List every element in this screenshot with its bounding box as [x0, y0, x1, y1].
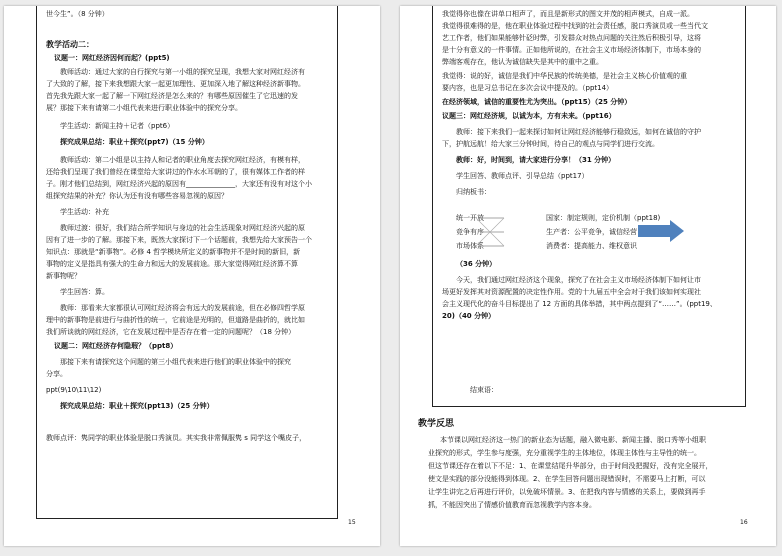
text-line: 那接下来有请探究这个问题的第三小组代表来进行他们的职业体验中的探究	[60, 358, 291, 366]
reflection-title: 教学反思	[418, 419, 455, 429]
text-line: 议题三：网红经济规，以诚为本，方有未来。（ppt16）	[442, 112, 616, 120]
text-line: 事物的定义是指具有强大的生命力和远大的发展前途。那大家觉得网红经济算不算	[46, 260, 298, 268]
document-page-right	[400, 6, 776, 546]
page-number: 16	[740, 519, 748, 526]
text-line: 生产者：公平竞争，诚信经营	[546, 228, 637, 236]
text-line: 还给我们呈现了我们曾经在课堂给大家讲过的作水水耳朝的了，很有媒体工作者的样	[46, 168, 305, 176]
text-line: 学生回答：算。	[60, 288, 109, 296]
text-line: 在经济领域，诚信的重要性尤为突出。（ppt15）（25 分钟）	[442, 98, 632, 106]
page-number: 15	[348, 519, 356, 526]
text-line: 学生活动：新闻主持＋记者（ppt6）	[60, 122, 175, 130]
text-line: 教师：好，时间到，请大家进行分享！（31 分钟）	[456, 156, 616, 164]
text-line: 教师活动：第二小组是以主持人和记者的职业角度去探究网红经济，有模有样，	[60, 156, 305, 164]
text-line: 因有了进一步的了解。那接下来，既然大家探讨下一个话题前，我想先给大家预告一个	[46, 236, 312, 244]
text-line: 教师：那看来大家都很认可网红经济将会有远大的发展前途，但在必修四哲学原	[60, 304, 305, 312]
text-line: 我觉得很难得的是，他在职业体验过程中找到的社会责任感，脱口秀演员或一些当代文	[442, 22, 708, 30]
text-line: 场更好发挥其对资源配置的决定性作用。党的十九届五中全会对于我们该如何实现社	[442, 288, 701, 296]
text-line: 弊端客观存在，他认为诚信缺失是其中的重中之重。	[442, 58, 603, 66]
arrow-right-icon	[638, 220, 684, 242]
text-line: 归纳板书：	[456, 188, 491, 196]
text-line: 是十分有意义的一件事情。正如他所说的，在社会主义市场经济体制下，市场本身的	[442, 46, 701, 54]
text-line: 学生活动：补充	[60, 208, 109, 216]
text-line: 结束语：	[470, 386, 498, 394]
text-line: ppt(9\10\11\12)	[46, 386, 102, 394]
text-line: 探究成果总结：职业＋探究(ppt7)（15 分钟）	[60, 138, 209, 146]
text-line: 要内容，也是习总书记在多次会议中提及的。（ppt14）	[442, 84, 614, 92]
text-line: 探究成果总结：职业＋探究(ppt13)（25 分钟）	[60, 402, 214, 410]
text-line: 教师活动：通过大家的自行探究与第一小组的探究呈现，我想大家对网红经济有	[60, 68, 305, 76]
text-line: 知识点：那就是“新事物”。必修 4 哲学模块所定义的新事物并不是时间的新旧，新	[46, 248, 301, 256]
reflection-line: 业探究的形式，学生参与度强，充分重视学生的主体地位，体现主体性与主导性的统一。	[428, 449, 701, 457]
text-line: 教学活动二：	[46, 40, 94, 49]
text-line: 了大致的了解，接下来我想跟大家一起更加理性、更加深入地了解这种经济新事物。	[46, 80, 305, 88]
text-line: 议题一：网红经济因何而起？(ppt5)	[54, 54, 170, 62]
text-line: 会主义现代化的奋斗目标提出了 12 方面的具体举措，其中两点提到了“……”。(ppt19、	[442, 300, 717, 308]
text-line: 组探究结果的补充？你认为还有没有哪些容易忽视的原因？	[46, 192, 228, 200]
text-line: 竞争有序	[456, 228, 484, 236]
text-line: 市场体系	[456, 242, 484, 250]
text-line: 统一开放	[456, 214, 484, 222]
text-line: 新事物呢？	[46, 272, 81, 280]
text-line: 首先我先跟大家一起了解一下网红经济是怎么来的？有哪些原因催生了它迅速的发	[46, 92, 298, 100]
text-line: 消费者：提高能力、维权意识	[546, 242, 637, 250]
text-line: 议题二：网红经济存何隐瑕？（ppt8）	[54, 342, 178, 350]
text-line: 学生回答、教师点评、引导总结（ppt17）	[456, 172, 589, 180]
text-line: 下，护航远航！给大家三分钟时间，待自己的观点与同学们进行交流。	[442, 140, 659, 148]
text-line: 子。刚才他们总结到，网红经济兴起的原因有______________，大家还有没有对这个小	[46, 180, 312, 188]
reflection-line: 使文是实践的部分没能得到体现。2、在学生回答问题出现错误时，不需要马上打断，可以	[428, 475, 706, 483]
text-line: 分享。	[46, 370, 67, 378]
text-line: 今天，我们通过网红经济这个现象，探究了在社会主义市场经济体制下如何让市	[456, 276, 701, 284]
reflection-line: 让学生讲完之后再进行评价，以免破坏情景。3、在把我内容与情感的关系上，要做到再手	[428, 488, 706, 496]
text-line: 教师：接下来我们一起来探讨如何让网红经济能够行稳致远，如何在诚信的守护	[456, 128, 701, 136]
reflection-line: 本节课以网红经济这一热门的新业态为话题，融入微电影、新闻主播、脱口秀等小组职	[440, 436, 706, 444]
reflection-line: 但这节课还存在着以下不足：1、在课堂结尾升华部分，由于时间没把握好，没有完全展开，	[428, 462, 713, 470]
text-line: 我们所谈就的网红经济，它在发展过程中是否存在着一定的问题呢？（18 分钟）	[46, 328, 296, 336]
text-line: 教师过渡：很好，我们结合所学知识与身边的社会生活现象对网红经济兴起的原	[60, 224, 305, 232]
text-line: 我觉得你也像在讲单口相声了，而且是新形式的图文并茂的相声模式，自成一派。	[442, 10, 694, 18]
reflection-line: 抓，不能因突出了情感价值教育而忽视教学内容本身。	[428, 501, 596, 509]
text-line: （36 分钟）	[456, 260, 497, 268]
text-line: 20)（40 分钟）	[442, 312, 496, 320]
text-line: 教师点评：隽同学的职业体验是脱口秀演员。其实我非常佩服隽 s 同学这个嘴皮子，	[46, 434, 307, 442]
text-line: 国家：制定规则，定价机制（ppt18)	[546, 214, 661, 222]
text-line: 理中的新事物是前进行与曲折性的统一，它前途是光明的，但道路是曲折的，就比如	[46, 316, 305, 324]
document-page-left	[4, 6, 380, 546]
text-line: 世今生”。（8 分钟）	[46, 10, 109, 18]
text-line: 展？那接下来有请第二小组代表来进行职业体验中的探究分享。	[46, 104, 242, 112]
text-line: 我觉得：说的好，诚信是我们中华民族的传统美德，是社会主义核心价值观的重	[442, 72, 687, 80]
text-line: 艺工作者，他们如果能够针砭时弊，引发群众对热点问题的关注然后积极引导，这将	[442, 34, 701, 42]
